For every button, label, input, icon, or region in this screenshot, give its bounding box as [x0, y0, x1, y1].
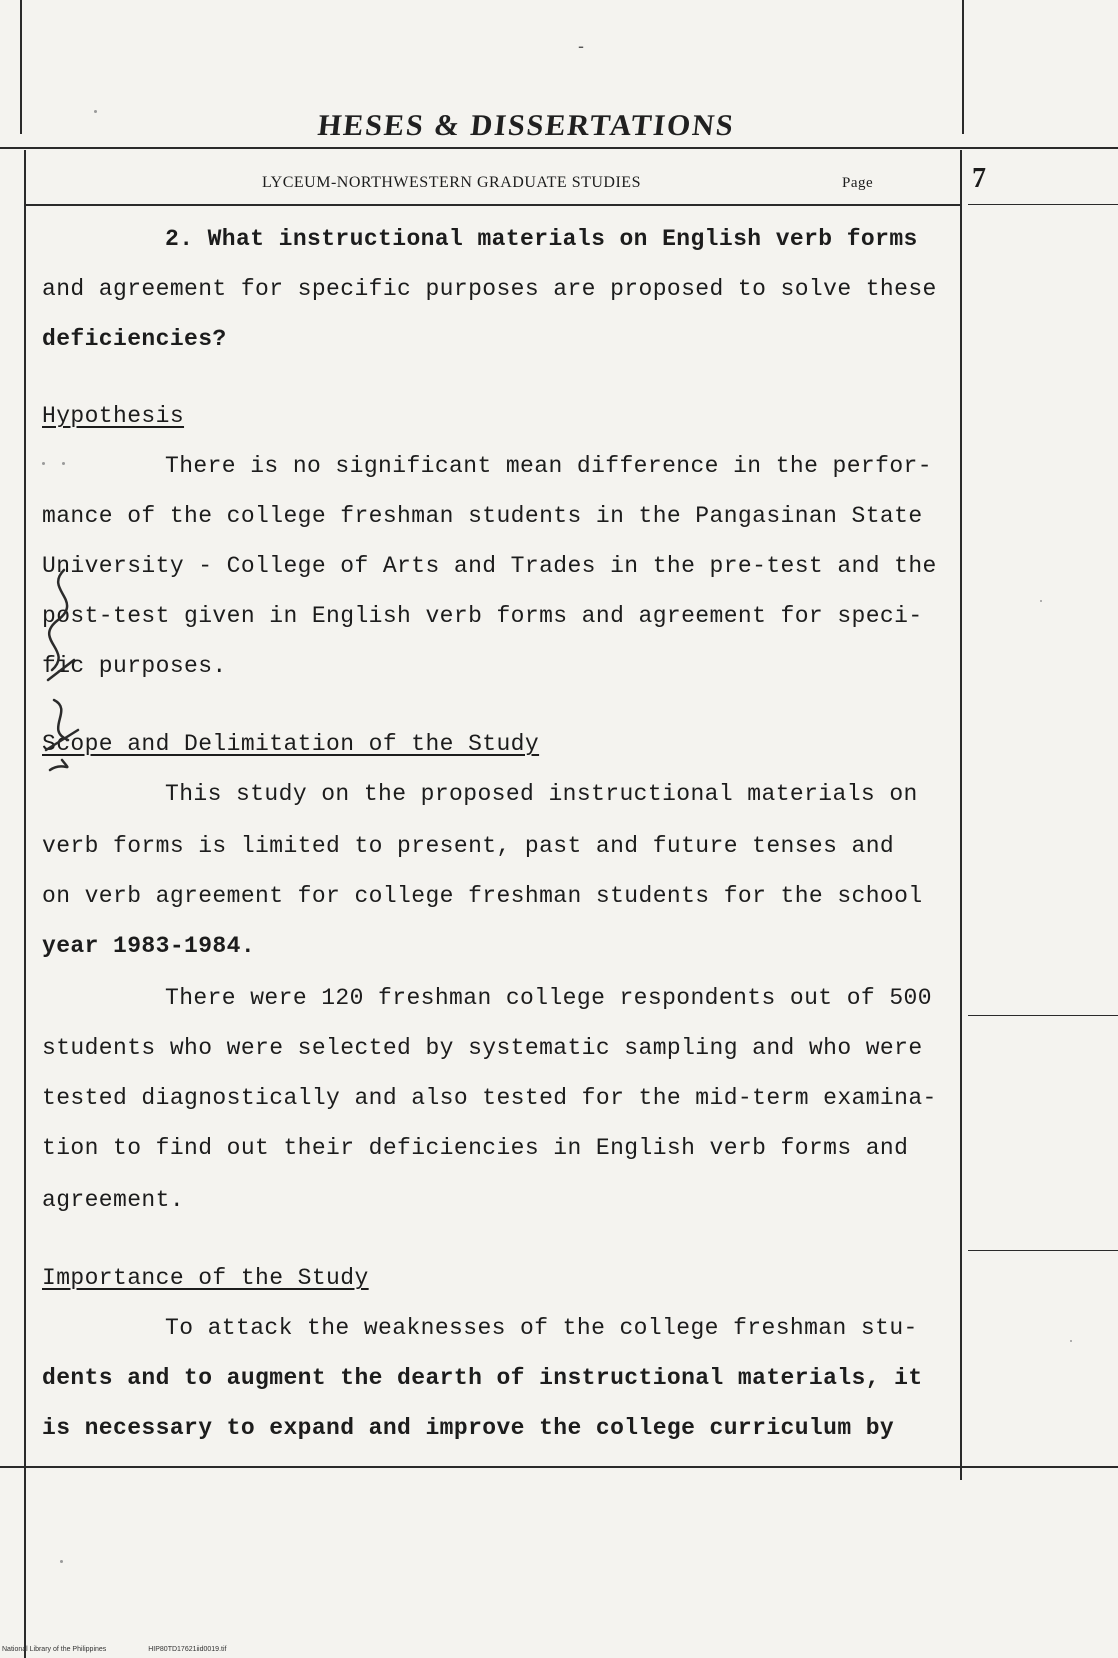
hypothesis-line-1: There is no significant mean difference in the perfor-	[165, 453, 932, 479]
right-margin-mark-2	[968, 1015, 1118, 1016]
hypothesis-line-4: post-test given in English verb forms and agreement for speci-	[42, 603, 923, 629]
scope-para2-line-4: tion to find out their deficiencies in English verb forms and	[42, 1135, 909, 1161]
left-border-line-top	[20, 0, 22, 134]
scope-line-4: year 1983-1984.	[42, 933, 256, 959]
handwritten-margin-annotation	[34, 560, 94, 780]
heading-hypothesis: Hypothesis	[42, 403, 185, 429]
top-rule	[0, 147, 1118, 149]
question-2-line-3: deficiencies?	[42, 326, 227, 352]
scan-speck	[94, 110, 97, 113]
bottom-rule	[0, 1466, 1118, 1468]
importance-line-1: To attack the weaknesses of the college freshman stu-	[165, 1315, 918, 1341]
hypothesis-line-5: fic purposes.	[42, 653, 227, 679]
importance-line-3: is necessary to expand and improve the college curriculum by	[42, 1415, 895, 1441]
question-2-line-2: and agreement for specific purposes are proposed to solve these	[42, 276, 937, 302]
scan-speck	[62, 462, 65, 465]
question-2-line-1: 2. What instructional materials on English verb forms	[165, 226, 918, 252]
scope-para2-line-2: students who were selected by systematic sampling and who were	[42, 1035, 923, 1061]
scope-para2-line-1: There were 120 freshman college respondents out of 500	[165, 985, 932, 1011]
heading-scope-delimitation: Scope and Delimitation of the Study	[42, 731, 540, 757]
footer-source: National Library of the Philippines	[2, 1646, 107, 1653]
header-page-label: Page	[842, 175, 874, 191]
scan-speck	[42, 462, 45, 465]
hypothesis-line-2: mance of the college freshman students in the Pangasinan State	[42, 503, 923, 529]
right-margin-mark-1	[968, 204, 1118, 205]
left-border-line	[24, 150, 26, 1658]
header-title: LYCEUM-NORTHWESTERN GRADUATE STUDIES	[262, 174, 641, 191]
footer-file: HIP80TD17621iid0019.tif	[148, 1646, 227, 1653]
scan-speck	[60, 1560, 63, 1563]
scope-line-1: This study on the proposed instructional materials on	[165, 781, 918, 807]
top-mark: -	[578, 36, 584, 56]
heading-importance: Importance of the Study	[42, 1265, 369, 1291]
scan-speck	[1070, 1340, 1072, 1342]
scope-line-3: on verb agreement for college freshman students for the school	[42, 883, 923, 909]
right-margin-mark-3	[968, 1250, 1118, 1251]
header-rule	[24, 204, 960, 206]
scan-speck	[1040, 600, 1042, 602]
scope-line-2: verb forms is limited to present, past and future tenses and	[42, 833, 895, 859]
scope-para2-line-3: tested diagnostically and also tested for the mid-term examina-	[42, 1085, 937, 1111]
right-border-line	[960, 150, 962, 1480]
theses-dissertations-stamp: HESES & DISSERTATIONS	[316, 109, 737, 142]
right-border-line-top	[962, 0, 964, 134]
hypothesis-line-3: University - College of Arts and Trades in the pre-test and the	[42, 553, 937, 579]
scan-footer	[2, 1646, 266, 1653]
scope-para2-line-5: agreement.	[42, 1187, 185, 1213]
importance-line-2: dents and to augment the dearth of instructional materials, it	[42, 1365, 923, 1391]
header-page-number: 7	[972, 163, 987, 194]
